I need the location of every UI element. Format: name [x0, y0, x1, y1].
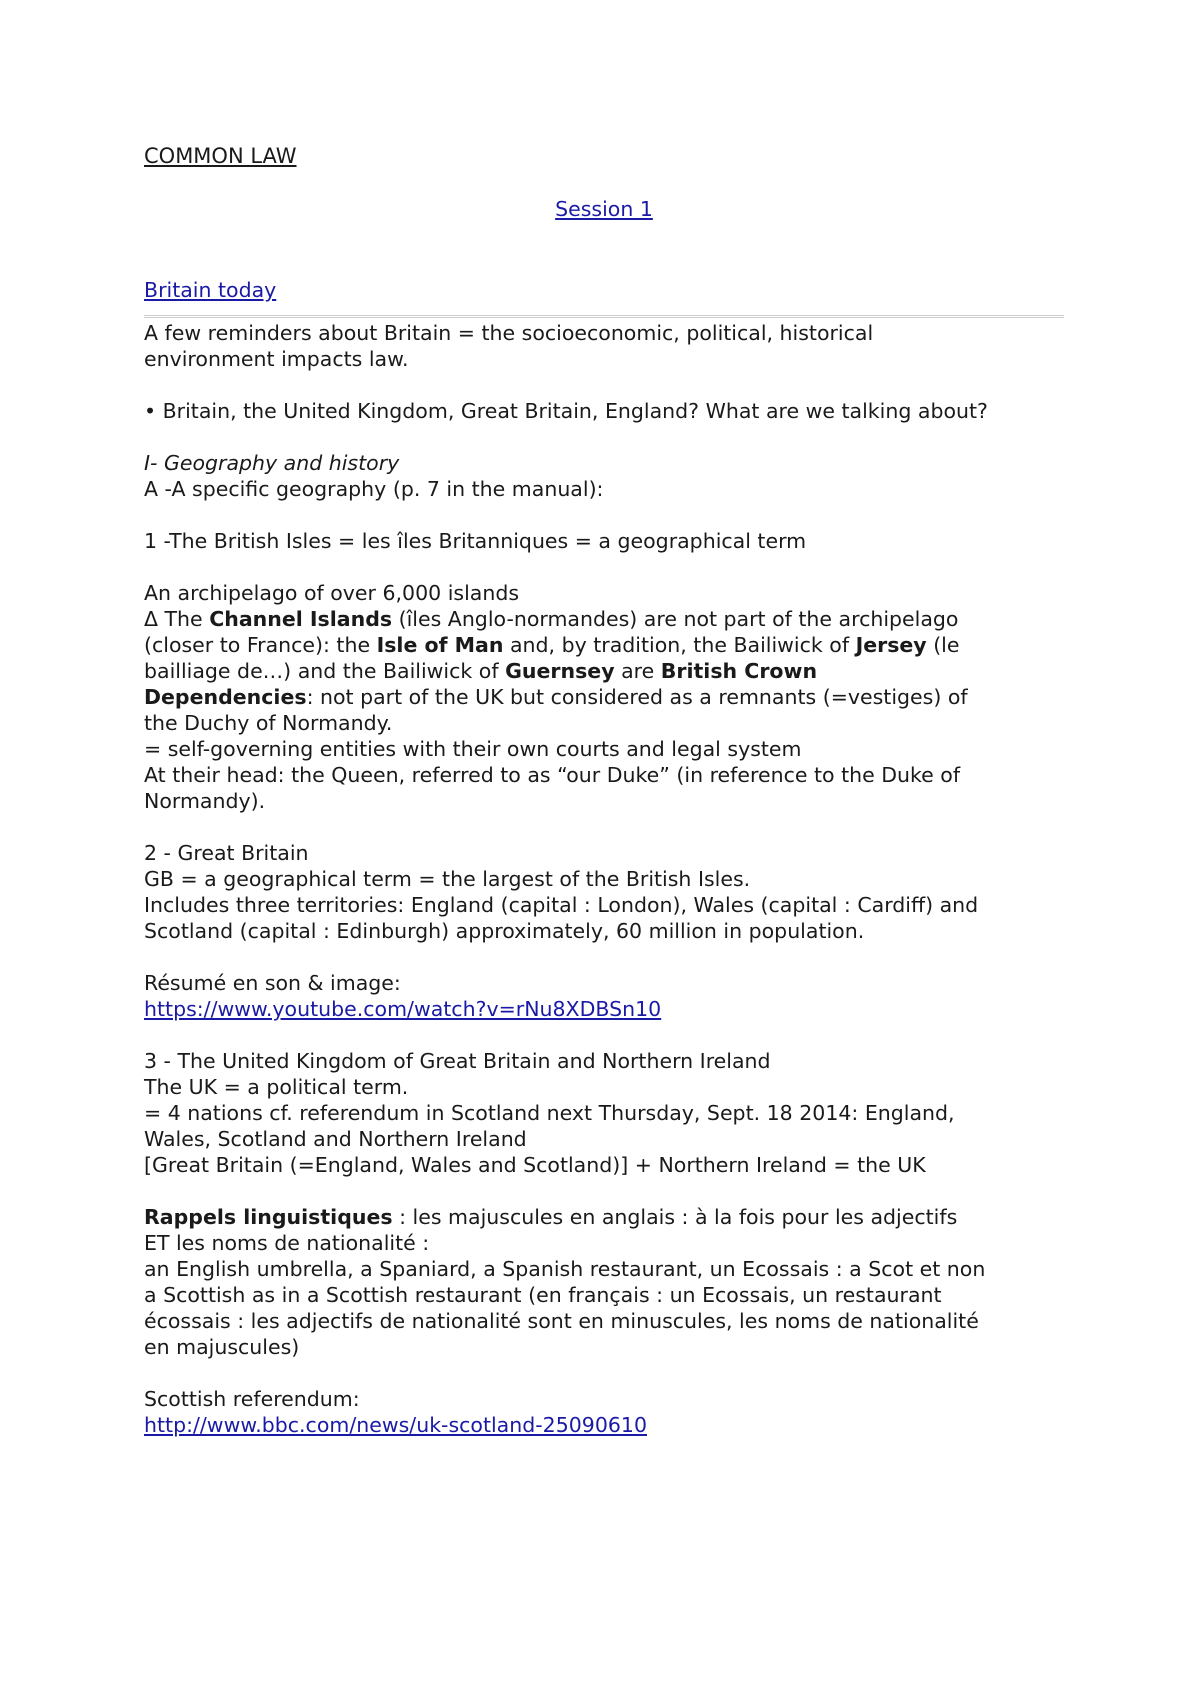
rappels-line: ET les noms de nationalité :	[144, 1231, 430, 1255]
rappels-line: écossais : les adjectifs de nationalité sont en minuscules, les noms de nationalité	[144, 1309, 979, 1333]
british-crown-term: British Crown	[660, 659, 818, 683]
archipelago-line: Δ The Channel Islands (îles Anglo-normandes) are not part of the archipelago	[144, 607, 959, 631]
geography-heading: I- Geography and history	[144, 451, 400, 475]
rappels-line: an English umbrella, a Spaniard, a Spanish restaurant, un Ecossais : a Scot et non	[144, 1257, 986, 1281]
archipelago-line: bailliage de…) and the Bailiwick of Guernsey are British Crown	[144, 659, 818, 683]
britain-today-link[interactable]: Britain today	[144, 278, 277, 302]
archipelago-line: = self-governing entities with their own courts and legal system	[144, 737, 802, 761]
archipelago-line: An archipelago of over 6,000 islands	[144, 581, 520, 605]
uk-line: Wales, Scotland and Northern Ireland	[144, 1127, 527, 1151]
session-link[interactable]: Session 1	[555, 197, 653, 221]
youtube-link-line	[144, 996, 1064, 1022]
channel-islands-term: Channel Islands	[209, 607, 393, 631]
document-title: COMMON LAW	[144, 144, 297, 168]
rappels-line: Rappels linguistiques : les majuscules en anglais : à la fois pour les adjectifs	[144, 1205, 958, 1229]
uk-line: = 4 nations cf. referendum in Scotland next Thursday, Sept. 18 2014: England,	[144, 1101, 955, 1125]
bbc-link[interactable]: http://www.bbc.com/news/uk-scotland-25090610	[144, 1413, 647, 1437]
guernsey-term: Guernsey	[505, 659, 615, 683]
bullet-question: • Britain, the United Kingdom, Great Britain, England? What are we talking about?	[144, 399, 988, 423]
great-britain-line: GB = a geographical term = the largest of the British Isles.	[144, 867, 751, 891]
body-text	[144, 320, 1064, 1438]
archipelago-line: Dependencies: not part of the UK but considered as a remnants (=vestiges) of	[144, 685, 968, 709]
uk-line: The UK = a political term.	[144, 1075, 409, 1099]
uk-line: [Great Britain (=England, Wales and Scotland)] + Northern Ireland = the UK	[144, 1153, 926, 1177]
rappels-line: en majuscules)	[144, 1335, 300, 1359]
british-isles-title: 1 -The British Isles = les îles Britanniques = a geographical term	[144, 529, 807, 553]
archipelago-line: Normandy).	[144, 789, 266, 813]
rappels-line: a Scottish as in a Scottish restaurant (en français : un Ecossais, un restaurant	[144, 1283, 942, 1307]
archipelago-line: the Duchy of Normandy.	[144, 711, 393, 735]
session-heading	[144, 196, 1064, 222]
rappels-heading: Rappels linguistiques	[144, 1205, 393, 1229]
archipelago-line: (closer to France): the Isle of Man and, by tradition, the Bailiwick of Jersey (le	[144, 633, 960, 657]
resume-label: Résumé en son & image:	[144, 971, 401, 995]
jersey-term: Jersey	[855, 633, 927, 657]
youtube-link[interactable]: https://www.youtube.com/watch?v=rNu8XDBSn10	[144, 997, 662, 1021]
intro-line: A few reminders about Britain = the socioeconomic, political, historical	[144, 321, 874, 345]
great-britain-line: Includes three territories: England (capital : London), Wales (capital : Cardiff) and	[144, 893, 979, 917]
bbc-link-line	[144, 1412, 1064, 1438]
uk-title: 3 - The United Kingdom of Great Britain and Northern Ireland	[144, 1049, 771, 1073]
referendum-label: Scottish referendum:	[144, 1387, 360, 1411]
great-britain-title: 2 - Great Britain	[144, 841, 309, 865]
dependencies-term: Dependencies	[144, 685, 307, 709]
isle-of-man-term: Isle of Man	[376, 633, 504, 657]
archipelago-line: At their head: the Queen, referred to as “our Duke” (in reference to the Duke of	[144, 763, 961, 787]
great-britain-line: Scotland (capital : Edinburgh) approximately, 60 million in population.	[144, 919, 865, 943]
horizontal-rule	[144, 315, 1064, 318]
intro-line: environment impacts law.	[144, 347, 409, 371]
geography-subheading: A -A specific geography (p. 7 in the manual):	[144, 477, 604, 501]
section-heading	[144, 277, 276, 303]
